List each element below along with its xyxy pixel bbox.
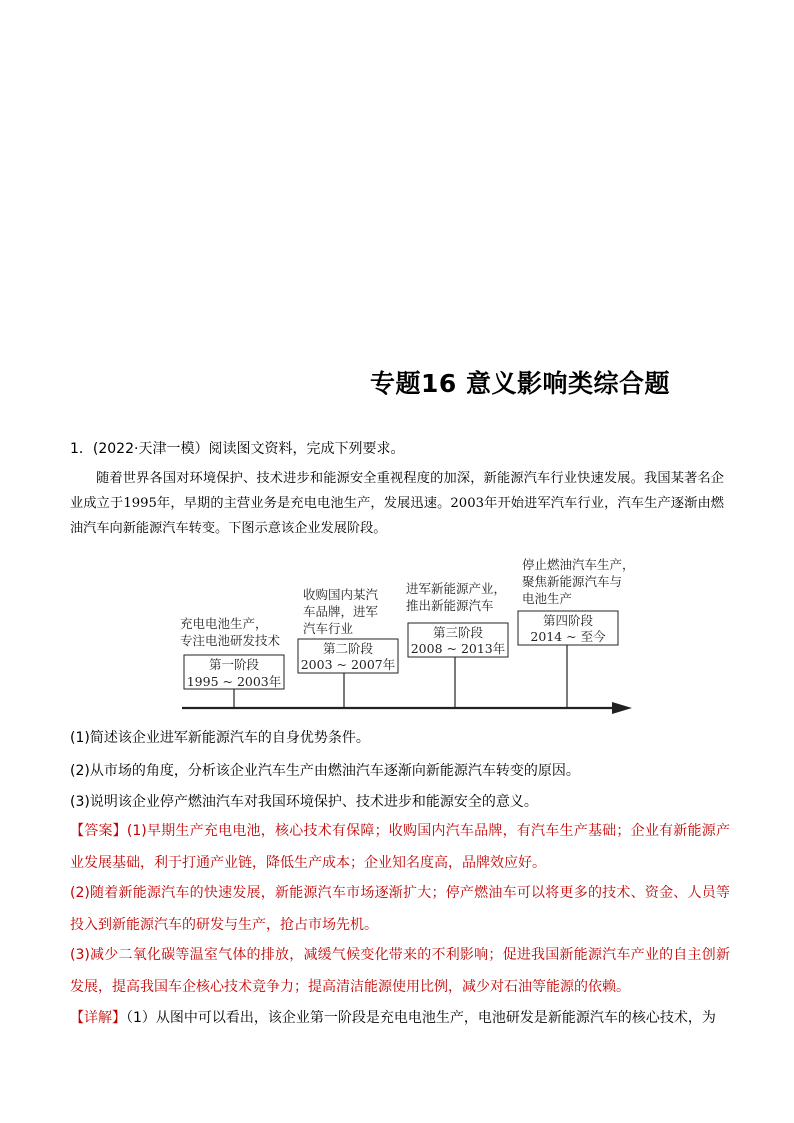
stage-2-name: 第二阶段 (322, 641, 374, 656)
timeline-stage-4 (518, 557, 635, 708)
timeline-stage-2 (298, 587, 398, 708)
stage-4-name: 第四阶段 (542, 613, 594, 628)
stage-3-name: 第三阶段 (432, 625, 484, 640)
question-prefix: 1．(2022·天津一模）阅读图文资料，完成下列要求。 (70, 441, 405, 457)
answer-tag: 【答案】 (70, 823, 127, 839)
stage-3-desc-2: 推出新能源汽车 (406, 598, 494, 613)
answer-part-1 (70, 816, 730, 879)
page-title: 专题16 意义影响类综合题 (370, 369, 670, 398)
detail-text: （1）从图中可以看出，该企业第一阶段是充电电池生产，电池研发是新能源汽车的核心技术，为 (126, 1010, 716, 1026)
sub-question-2: (2)从市场的角度，分析该企业汽车生产由燃油汽车逐渐向新能源汽车转变的原因。 (70, 763, 580, 779)
answer-part-1-text: (1)早期生产充电电池，核心技术有保障；收购国内汽车品牌，有汽车生产基础；企业有新能源产业发展基础，利于打通产业链，降低生产成本；企业知名度高，品牌效应好。 (70, 823, 730, 871)
stage-1-period: 1995 ~ 2003年 (186, 674, 282, 689)
stage-2-desc-1: 收购国内某汽 (303, 587, 379, 602)
stage-2-desc-2: 车品牌，进军 (303, 604, 379, 619)
detail-line (70, 1003, 730, 1034)
stage-4-desc-2: 聚焦新能源汽车与 (522, 574, 623, 589)
stage-1-desc-1: 充电电池生产， (180, 616, 268, 631)
answer-part-3: (3)减少二氧化碳等温室气体的排放，减缓气候变化带来的不利影响；促进我国新能源汽车产业的自主创新发展，提高我国车企核心技术竞争力；提高清洁能源使用比例，减少对石油等能源的依赖。 (70, 947, 730, 995)
stage-2-desc-3: 汽车行业 (303, 621, 354, 636)
detail-tag: 【详解】 (70, 1010, 126, 1026)
timeline-stage-1 (180, 616, 284, 708)
stage-1-name: 第一阶段 (208, 657, 260, 672)
stage-3-period: 2008 ~ 2013年 (410, 641, 506, 656)
question-paragraph: 随着世界各国对环境保护、技术进步和能源安全重视程度的加深，新能源汽车行业快速发展。我国某著名企业成立于1995年，早期的主营业务是充电电池生产，发展迅速。2003年开始进军汽车行业，汽车生产逐渐由燃油汽车向新能源汽车转变。下图示意该企业发展阶段。 (70, 471, 724, 536)
stage-3-desc-1: 进军新能源产业， (406, 581, 507, 596)
sub-question-1: (1)简述该企业进军新能源汽车的自身优势条件。 (70, 730, 370, 746)
sub-question-3: (3)说明该企业停产燃油汽车对我国环境保护、技术进步和能源安全的意义。 (70, 794, 538, 810)
stage-1-desc-2: 专注电池研发技术 (180, 633, 281, 648)
stage-4-desc-3: 电池生产 (522, 591, 573, 606)
answer-part-2: (2)随着新能源汽车的快速发展，新能源汽车市场逐渐扩大；停产燃油车可以将更多的技术、资金、人员等投入到新能源汽车的研发与生产，抢占市场先机。 (70, 885, 730, 933)
stage-2-period: 2003 ~ 2007年 (300, 657, 396, 672)
stage-4-desc-1: 停止燃油汽车生产， (522, 557, 635, 572)
timeline-stage-3 (406, 581, 508, 708)
stage-4-period: 2014 ~ 至今 (530, 629, 606, 644)
timeline-arrow-icon (612, 702, 632, 714)
timeline-diagram (0, 550, 794, 720)
